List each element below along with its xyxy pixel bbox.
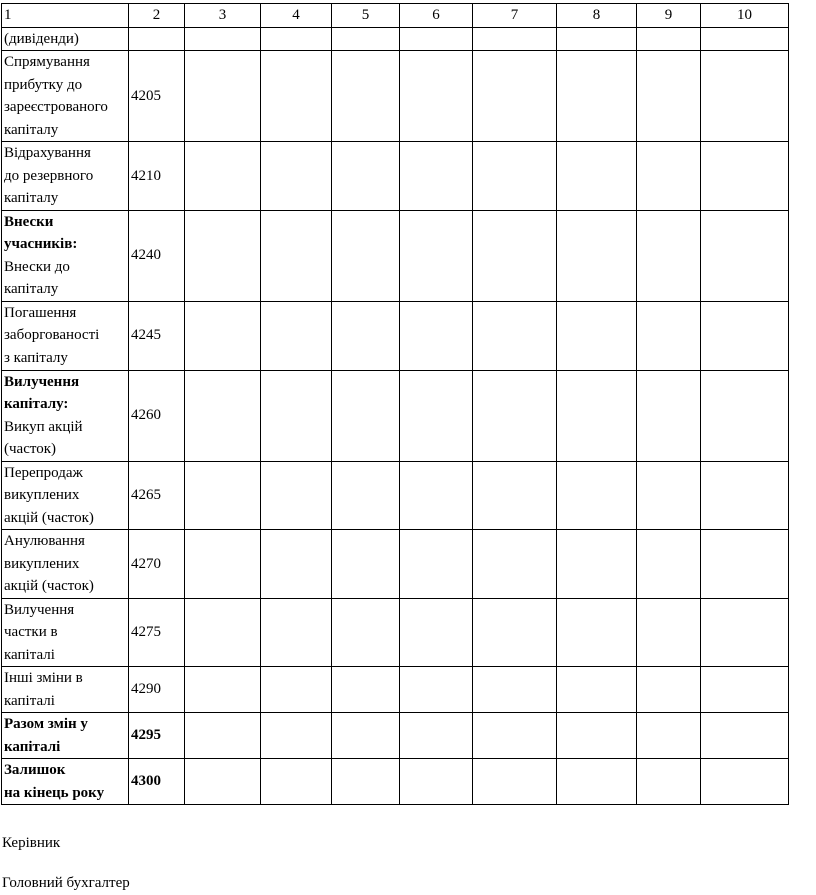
row-label-line: (часток) — [4, 441, 56, 457]
empty-cell — [637, 370, 701, 461]
row-label-line: викуплених — [4, 555, 80, 572]
row-label-line: Викуп акцій — [4, 418, 83, 435]
table-row — [2, 713, 789, 759]
empty-cell — [473, 598, 557, 667]
row-label — [2, 301, 129, 370]
row-label-line: учасників: — [4, 236, 78, 252]
empty-cell — [473, 461, 557, 530]
empty-cell — [557, 461, 637, 530]
empty-cell — [400, 598, 473, 667]
empty-cell — [473, 142, 557, 211]
row-code: 4290 — [129, 667, 185, 713]
row-label-line: частки в — [4, 624, 58, 640]
column-header: 6 — [400, 4, 473, 28]
row-label — [2, 461, 129, 530]
empty-cell — [261, 713, 332, 759]
column-header: 7 — [473, 4, 557, 28]
row-label-line: акцій (часток) — [4, 509, 94, 526]
empty-cell — [185, 667, 261, 713]
manager-label: Керівник — [2, 835, 61, 851]
empty-cell — [557, 51, 637, 142]
empty-cell — [185, 759, 261, 805]
empty-cell — [332, 301, 400, 370]
empty-cell — [332, 461, 400, 530]
empty-cell — [473, 51, 557, 142]
row-label-line: Залишок — [4, 762, 66, 778]
chief-accountant-label: Головний бухгалтер — [2, 875, 130, 891]
empty-cell — [400, 27, 473, 51]
empty-cell — [701, 51, 789, 142]
row-code: 4245 — [129, 301, 185, 370]
empty-cell — [400, 461, 473, 530]
row-label — [2, 667, 129, 713]
column-header: 8 — [557, 4, 637, 28]
row-label-line: Вилучення — [4, 373, 80, 390]
row-code: 4210 — [129, 142, 185, 211]
empty-cell — [557, 210, 637, 301]
empty-cell — [261, 210, 332, 301]
row-label-line: Вилучення — [4, 601, 75, 618]
table-row — [2, 530, 789, 599]
empty-cell — [701, 142, 789, 211]
empty-cell — [473, 370, 557, 461]
row-label-line: Спрямування — [4, 54, 90, 70]
row-label-line: капіталі — [4, 646, 55, 663]
row-label-line: Внески до — [4, 258, 70, 275]
empty-cell — [261, 301, 332, 370]
column-header: 5 — [332, 4, 400, 28]
empty-cell — [185, 370, 261, 461]
capital-changes-table — [1, 3, 789, 805]
empty-cell — [261, 461, 332, 530]
column-header: 2 — [129, 4, 185, 28]
empty-cell — [557, 598, 637, 667]
empty-cell — [332, 370, 400, 461]
row-label-line: Разом змін у — [4, 716, 88, 732]
row-label-line: капіталі — [4, 738, 61, 755]
row-code: 4265 — [129, 461, 185, 530]
table-row — [2, 27, 789, 51]
row-code: 4260 — [129, 370, 185, 461]
empty-cell — [637, 301, 701, 370]
column-header: 1 — [2, 4, 129, 28]
empty-cell — [261, 142, 332, 211]
empty-cell — [400, 530, 473, 599]
empty-cell — [637, 667, 701, 713]
empty-cell — [701, 370, 789, 461]
empty-cell — [701, 210, 789, 301]
empty-cell — [400, 142, 473, 211]
empty-cell — [185, 51, 261, 142]
row-label-line: викуплених — [4, 487, 80, 503]
empty-cell — [701, 530, 789, 599]
empty-cell — [400, 210, 473, 301]
row-label-line: акцій (часток) — [4, 578, 94, 594]
row-label-line: на кінець року — [4, 784, 105, 801]
empty-cell — [701, 27, 789, 51]
empty-cell — [701, 461, 789, 530]
empty-cell — [557, 713, 637, 759]
empty-cell — [332, 210, 400, 301]
empty-cell — [261, 759, 332, 805]
row-label-line: Погашення — [4, 304, 77, 321]
row-label-line: (дивіденди) — [4, 30, 79, 47]
empty-cell — [473, 713, 557, 759]
table-row — [2, 210, 789, 301]
row-label-line: заборгованості — [4, 327, 100, 344]
empty-cell — [332, 27, 400, 51]
empty-cell — [557, 301, 637, 370]
empty-cell — [332, 713, 400, 759]
empty-cell — [637, 759, 701, 805]
empty-cell — [637, 530, 701, 599]
row-label-line: капіталі — [4, 692, 55, 709]
empty-cell — [637, 598, 701, 667]
empty-cell — [473, 667, 557, 713]
row-label-line: капіталу — [4, 121, 59, 138]
empty-cell — [701, 598, 789, 667]
empty-cell — [400, 51, 473, 142]
empty-cell — [473, 759, 557, 805]
table-row — [2, 370, 789, 461]
row-label — [2, 759, 129, 805]
row-label — [2, 51, 129, 142]
header-row — [2, 4, 789, 28]
empty-cell — [332, 530, 400, 599]
empty-cell — [637, 210, 701, 301]
table-row — [2, 598, 789, 667]
empty-cell — [473, 301, 557, 370]
row-label-line: капіталу: — [4, 396, 69, 412]
row-label — [2, 27, 129, 51]
empty-cell — [185, 461, 261, 530]
table-row — [2, 142, 789, 211]
row-label-line: з капіталу — [4, 349, 68, 366]
empty-cell — [261, 667, 332, 713]
empty-cell — [701, 667, 789, 713]
row-label-line: капіталу — [4, 190, 59, 206]
row-label-line: до резервного — [4, 167, 94, 184]
empty-cell — [701, 713, 789, 759]
empty-cell — [332, 142, 400, 211]
row-code: 4205 — [129, 51, 185, 142]
row-code: 4295 — [129, 713, 185, 759]
row-label — [2, 598, 129, 667]
empty-cell — [185, 598, 261, 667]
empty-cell — [185, 713, 261, 759]
empty-cell — [701, 759, 789, 805]
table-row — [2, 759, 789, 805]
row-code: 4300 — [129, 759, 185, 805]
row-label-line: Перепродаж — [4, 464, 83, 481]
empty-cell — [185, 142, 261, 211]
column-header: 4 — [261, 4, 332, 28]
row-label-line: прибутку до — [4, 76, 83, 93]
empty-cell — [332, 51, 400, 142]
row-label-line: Відрахування — [4, 145, 91, 161]
row-label — [2, 713, 129, 759]
empty-cell — [557, 667, 637, 713]
row-label — [2, 210, 129, 301]
empty-cell — [637, 51, 701, 142]
empty-cell — [473, 27, 557, 51]
empty-cell — [185, 530, 261, 599]
empty-cell — [473, 530, 557, 599]
row-label-line: капіталу — [4, 281, 59, 297]
empty-cell — [185, 210, 261, 301]
row-label — [2, 142, 129, 211]
row-label-line: Внески — [4, 213, 54, 230]
empty-cell — [473, 210, 557, 301]
row-label-line: зареєстрованого — [4, 99, 108, 115]
empty-cell — [185, 27, 261, 51]
empty-cell — [557, 27, 637, 51]
empty-cell — [261, 370, 332, 461]
empty-cell — [400, 759, 473, 805]
empty-cell — [557, 370, 637, 461]
row-label-line: Інші зміни в — [4, 670, 83, 686]
empty-cell — [261, 530, 332, 599]
empty-cell — [637, 461, 701, 530]
row-label — [2, 370, 129, 461]
column-header: 9 — [637, 4, 701, 28]
row-code: 4275 — [129, 598, 185, 667]
table-row — [2, 667, 789, 713]
table-row — [2, 51, 789, 142]
empty-cell — [261, 27, 332, 51]
row-label — [2, 530, 129, 599]
table-row — [2, 461, 789, 530]
empty-cell — [332, 667, 400, 713]
empty-cell — [261, 51, 332, 142]
empty-cell — [637, 27, 701, 51]
empty-cell — [557, 142, 637, 211]
empty-cell — [400, 667, 473, 713]
column-header: 3 — [185, 4, 261, 28]
empty-cell — [637, 142, 701, 211]
empty-cell — [701, 301, 789, 370]
row-code — [129, 27, 185, 51]
row-code: 4240 — [129, 210, 185, 301]
empty-cell — [400, 713, 473, 759]
empty-cell — [261, 598, 332, 667]
row-label-line: Анулювання — [4, 533, 85, 549]
empty-cell — [400, 301, 473, 370]
empty-cell — [332, 598, 400, 667]
empty-cell — [557, 759, 637, 805]
empty-cell — [400, 370, 473, 461]
table-row — [2, 301, 789, 370]
empty-cell — [557, 530, 637, 599]
row-code: 4270 — [129, 530, 185, 599]
empty-cell — [332, 759, 400, 805]
empty-cell — [185, 301, 261, 370]
empty-cell — [637, 713, 701, 759]
column-header: 10 — [701, 4, 789, 28]
